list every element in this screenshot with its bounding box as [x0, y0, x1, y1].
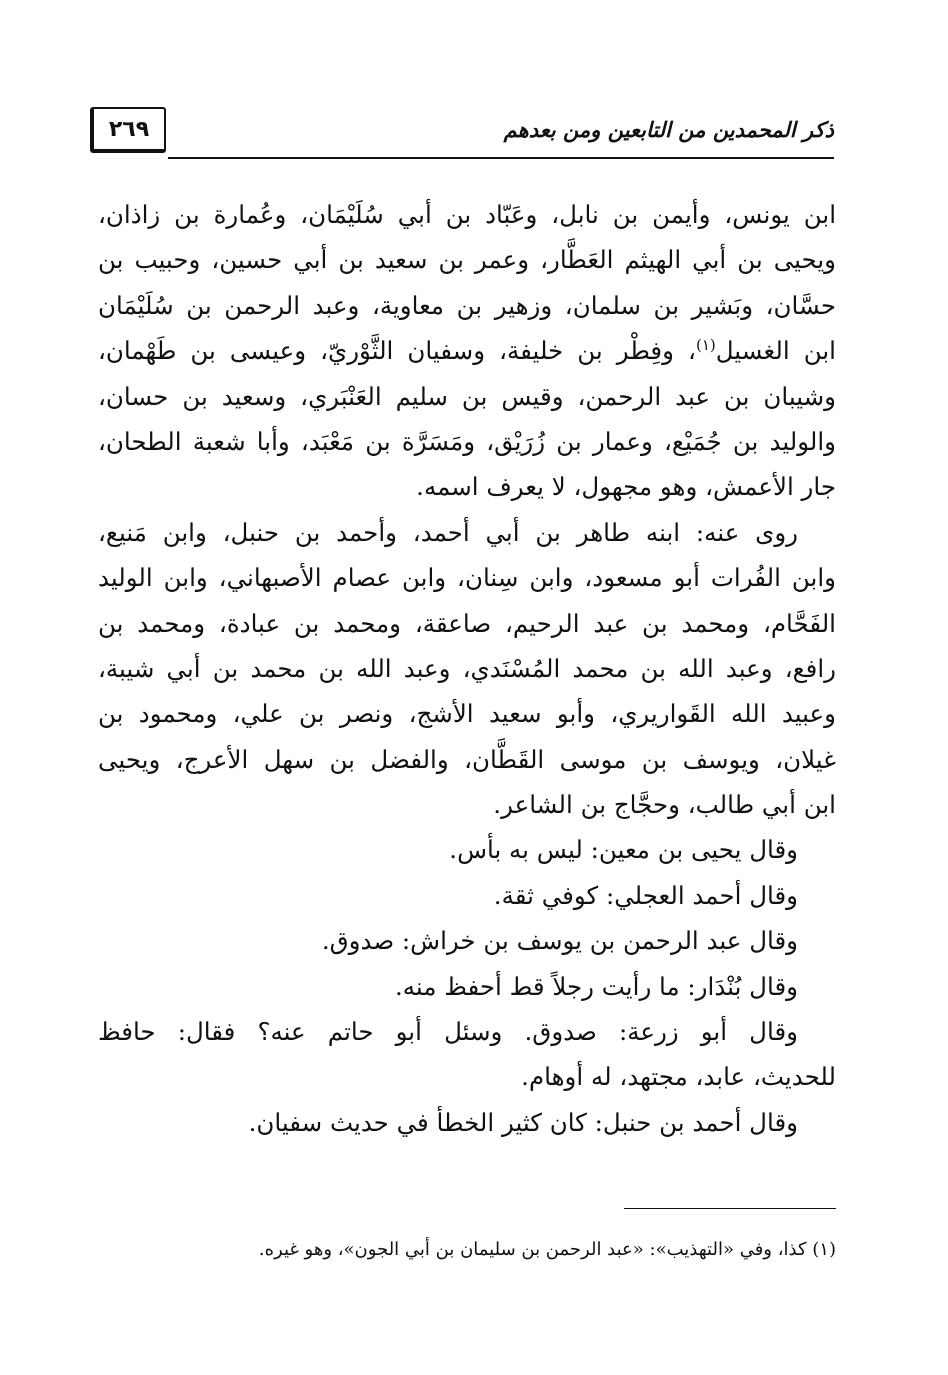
- text-line-9: وابن الفُرات أبو مسعود، وابن سِنان، وابن عصام الأصبهاني، وابن الوليد: [98, 563, 836, 593]
- text-line-15: وقال يحيى بن معين: ليس به بأس.: [449, 835, 798, 865]
- text-line-4: [98, 328, 836, 373]
- text-line-10: الفَحَّام، ومحمد بن عبد الرحيم، صاعقة، ومحمد بن عبادة، ومحمد بن: [98, 608, 836, 638]
- text-line-5: وشيبان بن عبد الرحمن، وقيس بن سليم العَنْبَري، وسعيد بن حسان،: [98, 381, 836, 411]
- footnote: (١) كذا، وفي «التهذيب»: «عبد الرحمن بن سليمان بن أبي الجون»، وهو غيره.: [258, 1239, 836, 1260]
- text-line-18: وقال بُنْدَار: ما رأيت رجلاً قط أحفظ منه.: [395, 971, 798, 1001]
- main-text: [98, 192, 836, 1145]
- text-line-6: والوليد بن جُمَيْع، وعمار بن زُرَيْق، ومَسَرَّة بن مَعْبَد، وأبا شعبة الطحان،: [98, 426, 836, 456]
- text-line-11: رافع، وعبد الله بن محمد المُسْنَدي، وعبد الله بن محمد بن أبي شيبة،: [98, 653, 836, 683]
- text-line-4-rest: وفِطْر بن خليفة، وسفيان الثَّوْريّ، وعيسى بن طَهْمان،: [98, 336, 674, 366]
- page-header: [90, 103, 834, 161]
- page-number: ٢٦٩: [90, 107, 166, 153]
- text-line-20: للحديث، عابد، مجتهد، له أوهام.: [521, 1062, 836, 1092]
- text-line-1: ابن يونس، وأيمن بن نابل، وعَبّاد بن أبي سُلَيْمَان، وعُمارة بن زاذان،: [98, 200, 836, 229]
- header-rule: [168, 157, 834, 159]
- text-line-13: غيلان، ويوسف بن موسى القَطَّان، والفضل بن سهل الأعرج، ويحيى: [98, 744, 836, 774]
- footnote-rule: [624, 1208, 836, 1209]
- text-line-16: وقال أحمد العجلي: كوفي ثقة.: [493, 880, 798, 910]
- text-line-3: حسَّان، وبَشير بن سلمان، وزهير بن معاوية، وعبد الرحمن بن سُلَيْمَان: [98, 290, 836, 320]
- running-title: ذكر المحمدين من التابعين ومن بعدهم: [503, 117, 834, 142]
- text-line-21: وقال أحمد بن حنبل: كان كثير الخطأ في حديث سفيان.: [248, 1107, 798, 1137]
- footnote-reference: (١): [695, 336, 716, 355]
- text-line-4-comma: ،: [673, 336, 696, 366]
- text-line-12: وعبيد الله القَواريري، وأبو سعيد الأشج، ونصر بن علي، ومحمود بن: [98, 699, 836, 729]
- text-line-7: جار الأعمش، وهو مجهول، لا يعرف اسمه.: [416, 472, 836, 502]
- text-line-2: ويحيى بن أبي الهيثم العَطَّار، وعمر بن سعيد بن أبي حسين، وحبيب بن: [98, 245, 836, 275]
- text-line-8: روى عنه: ابنه طاهر بن أبي أحمد، وأحمد بن حنبل، وابن مَنيع،: [98, 517, 798, 547]
- text-line-4-prefix: ابن الغسيل: [715, 336, 836, 366]
- text-line-17: وقال عبد الرحمن بن يوسف بن خراش: صدوق.: [321, 926, 798, 956]
- text-line-14: ابن أبي طالب، وحجَّاج بن الشاعر.: [493, 790, 836, 820]
- text-line-19: وقال أبو زرعة: صدوق. وسئل أبو حاتم عنه؟ فقال: حافظ: [98, 1017, 798, 1047]
